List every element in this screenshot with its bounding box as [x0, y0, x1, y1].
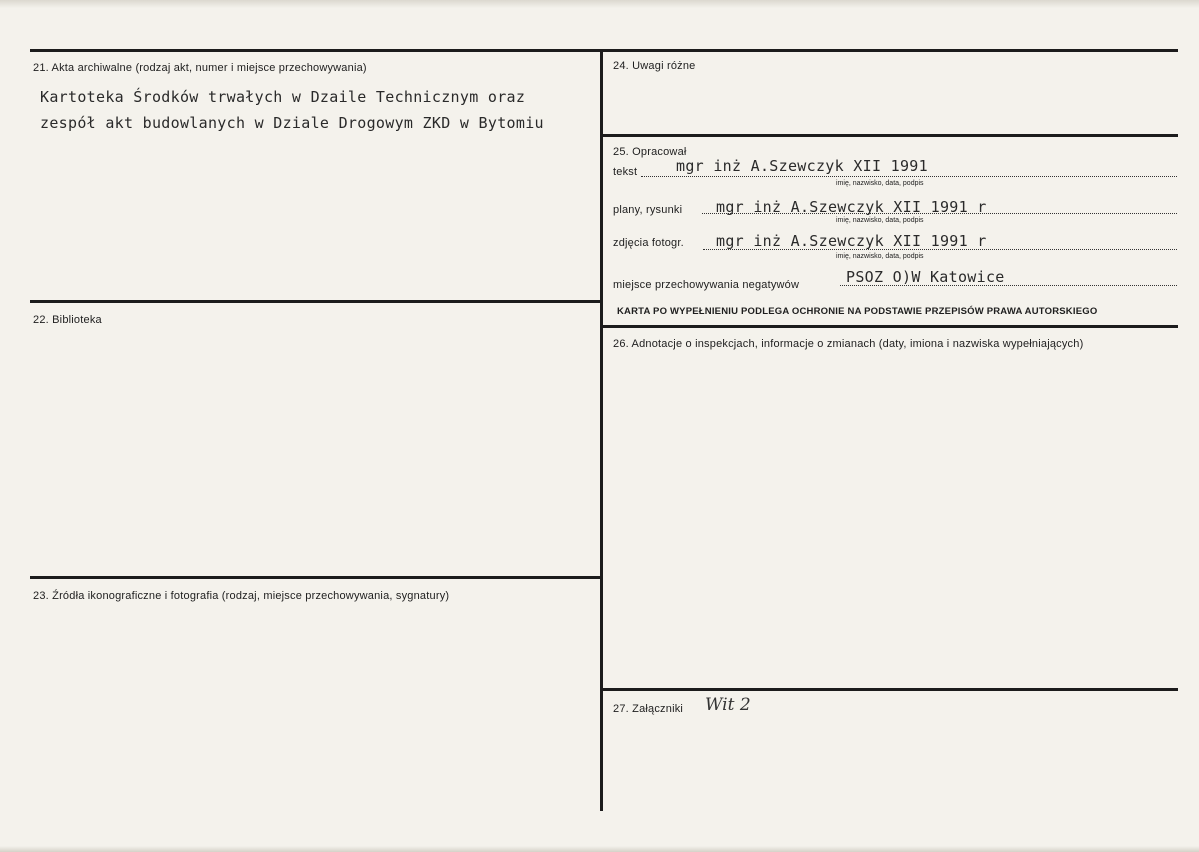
rule-24-25	[602, 134, 1178, 137]
archival-records-line-1: Kartoteka Środków trwałych w Dzaile Technicznym oraz	[40, 88, 526, 106]
section-22-label: 22. Biblioteka	[33, 314, 102, 326]
negatywy-label: miejsce przechowywania negatywów	[613, 279, 800, 291]
plany-label: plany, rysunki	[613, 204, 683, 216]
zdjecia-label: zdjęcia fotogr.	[613, 237, 684, 249]
attachments-handwritten: Wit 2	[705, 695, 751, 715]
tekst-caption: imię, nazwisko, data, podpis	[836, 180, 924, 187]
tekst-line	[641, 176, 1177, 177]
rule-22-23	[30, 576, 602, 579]
section-21-label: 21. Akta archiwalne (rodzaj akt, numer i miejsce przechowywania)	[33, 62, 367, 74]
zdjecia-value: mgr inż A.Szewczyk XII 1991 r	[716, 232, 987, 250]
section-24-label: 24. Uwagi różne	[613, 60, 696, 72]
rule-25-26	[602, 325, 1178, 328]
tekst-label: tekst	[613, 166, 638, 178]
plany-caption: imię, nazwisko, data, podpis	[836, 217, 924, 224]
rule-21-22	[30, 300, 602, 303]
center-divider	[600, 49, 603, 811]
section-27-label: 27. Załączniki	[613, 703, 684, 715]
top-rule	[30, 49, 1178, 52]
tekst-value: mgr inż A.Szewczyk XII 1991	[676, 157, 928, 175]
negatywy-value: PSOZ O)W Katowice	[846, 268, 1005, 286]
plany-value: mgr inż A.Szewczyk XII 1991 r	[716, 198, 987, 216]
copyright-notice: KARTA PO WYPEŁNIENIU PODLEGA OCHRONIE NA PODSTAWIE PRZEPISÓW PRAWA AUTORSKIEGO	[617, 306, 1098, 317]
zdjecia-caption: imię, nazwisko, data, podpis	[836, 253, 924, 260]
archival-records-line-2: zespół akt budowlanych w Dziale Drogowym ZKD w Bytomiu	[40, 114, 544, 132]
rule-26-27	[602, 688, 1178, 691]
section-26-label: 26. Adnotacje o inspekcjach, informacje o zmianach (daty, imiona i nazwiska wypełniających)	[613, 338, 1084, 350]
section-23-label: 23. Źródła ikonograficzne i fotografia (rodzaj, miejsce przechowywania, sygnatury)	[33, 590, 450, 602]
section-25-label: 25. Opracował	[613, 146, 687, 158]
